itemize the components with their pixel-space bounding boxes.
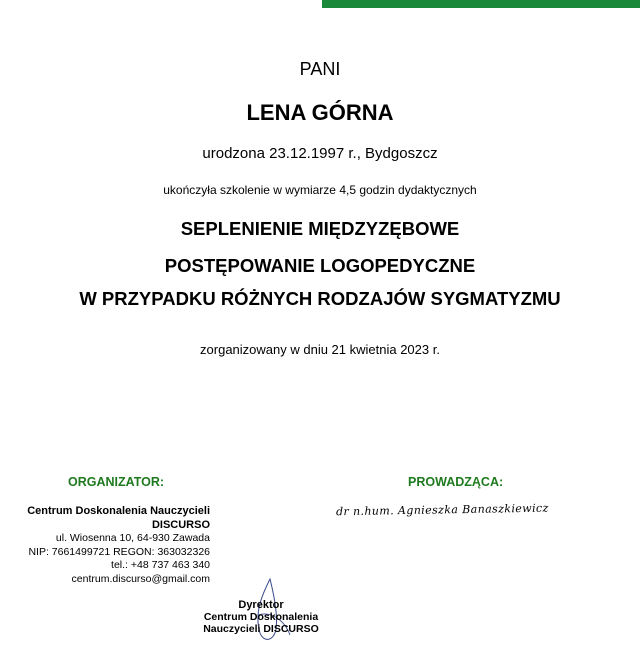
organizer-phone: tel.: +48 737 463 340 <box>111 559 210 571</box>
leader-signature: dr n.hum. Agnieszka Banaszkiewicz <box>335 501 549 519</box>
course-title-line-3: W PRZYPADKU RÓŻNYCH RODZAJÓW SYGMATYZMU <box>79 288 561 309</box>
course-title-line-1: SEPLENIENIE MIĘDZYZĘBOWE <box>180 218 460 239</box>
top-accent-bar <box>322 0 640 8</box>
director-stamp <box>196 599 326 635</box>
director-org-line-2: Nauczycieli DISCURSO <box>203 623 319 635</box>
organizer-name: Centrum Doskonalenia Nauczycieli <box>27 505 210 517</box>
organizer-brand: DISCURSO <box>151 518 210 531</box>
director-title: Dyrektor <box>238 599 284 611</box>
completion-statement: ukończyła szkolenie w wymiarze 4,5 godzin dydaktycznych <box>163 183 477 197</box>
course-date: zorganizowany w dniu 21 kwietnia 2023 r. <box>200 342 440 357</box>
director-org-line-1: Centrum Doskonalenia <box>203 611 319 623</box>
organizer-email: centrum.discurso@gmail.com <box>71 572 210 585</box>
course-title-line-2: POSTĘPOWANIE LOGOPEDYCZNE <box>164 255 476 276</box>
organizer-label: ORGANIZATOR: <box>68 475 165 489</box>
organizer-stamp <box>10 505 210 586</box>
organizer-address: ul. Wiosenna 10, 64-930 Zawada <box>55 532 210 544</box>
organizer-ids: NIP: 7661499721 REGON: 363032326 <box>28 545 210 558</box>
leader-label: PROWADZĄCA: <box>408 475 504 489</box>
salutation: PANI <box>299 59 341 79</box>
recipient-name: LENA GÓRNA <box>246 100 394 125</box>
birth-info: urodzona 23.12.1997 r., Bydgoszcz <box>202 145 438 162</box>
